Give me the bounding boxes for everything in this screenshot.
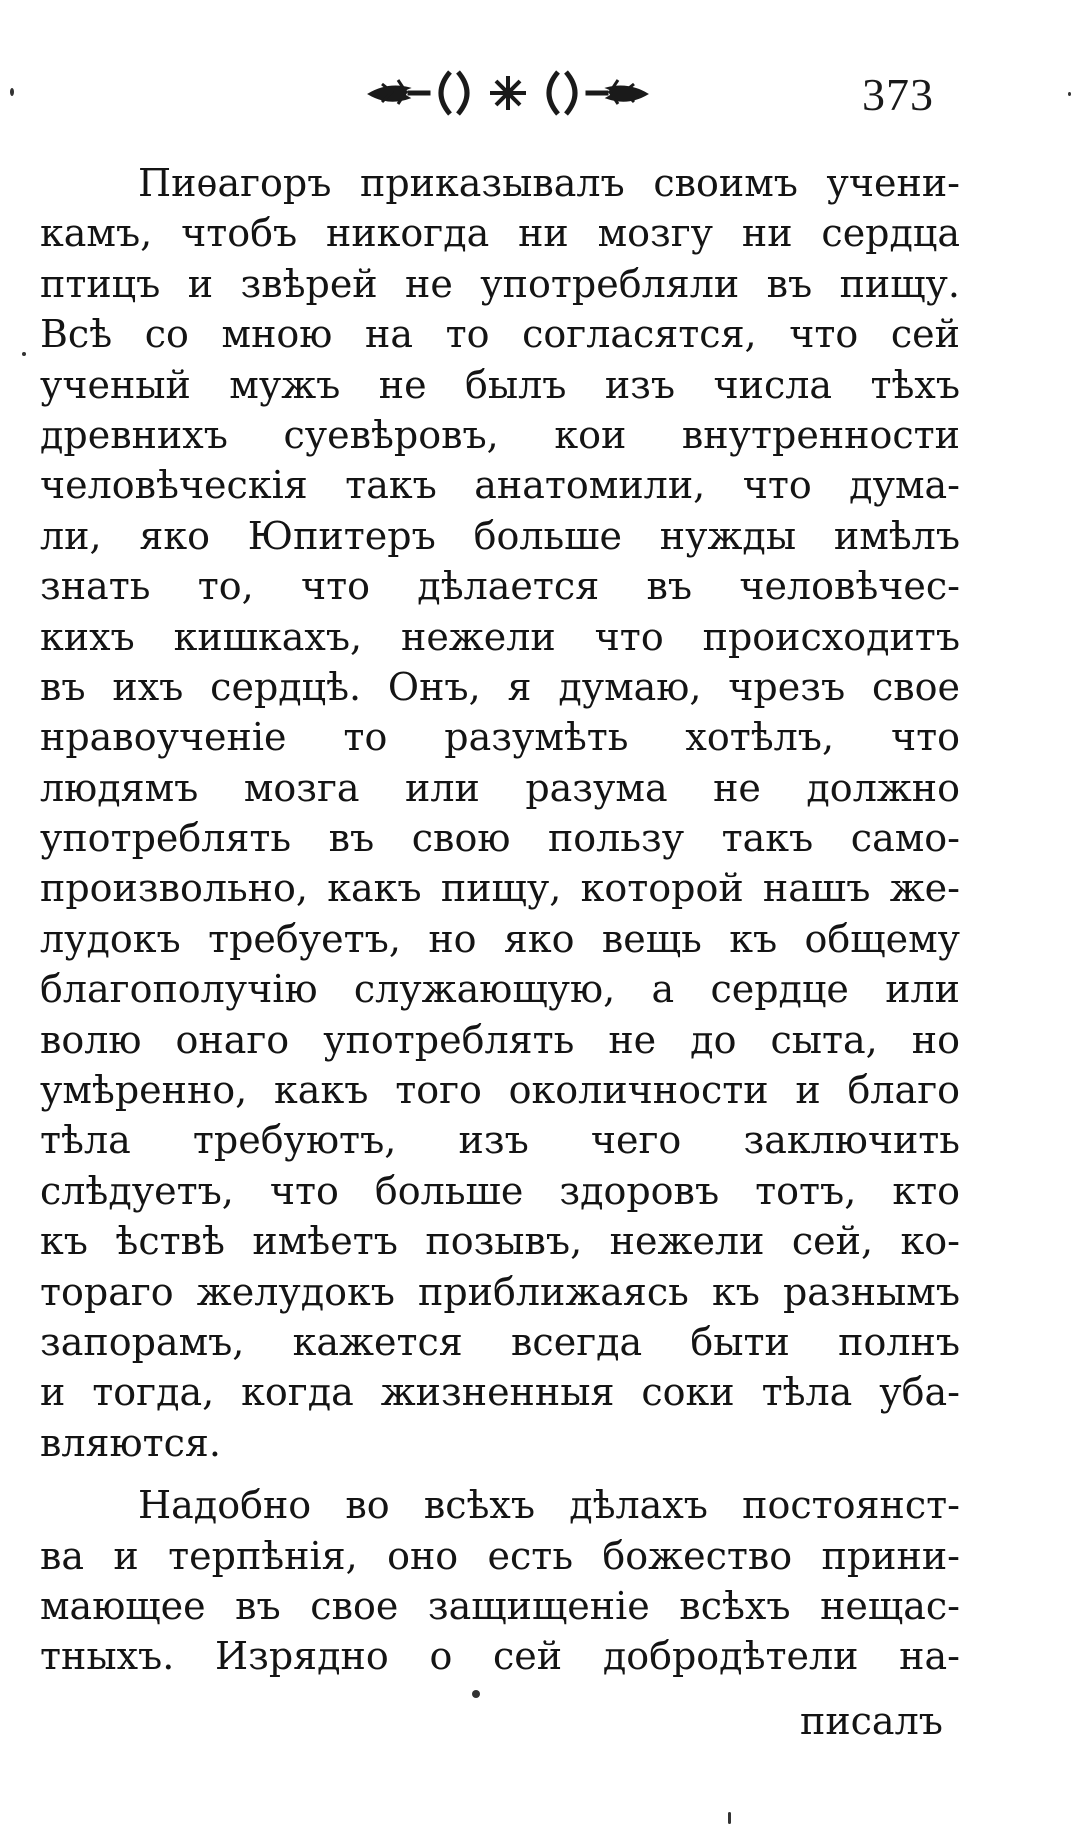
body-text: [40, 158, 960, 1682]
text-line: Пиѳагоръ приказывалъ своимъ учени-: [138, 161, 960, 205]
text-line: умѣренно, какъ того околичности и благо: [40, 1068, 960, 1113]
text-line: волю онаго употреблять не до сыта, но: [40, 1017, 960, 1062]
scan-speck: [10, 88, 14, 96]
text-line: запорамъ, кажется всегда быти полнъ: [40, 1319, 960, 1364]
text-line: къ ѣствѣ имѣетъ позывъ, нежели сей, ко-: [40, 1219, 960, 1264]
text-line: вляются.: [40, 1420, 221, 1465]
text-line: ва и терпѣнія, оно есть божество прини-: [40, 1533, 960, 1578]
text-line: произвольно, какъ пищу, которой нашъ же-: [40, 866, 960, 911]
text-line: и тогда, когда жизненныя соки тѣла уба-: [40, 1370, 960, 1415]
text-line: лудокъ требуетъ, но яко вещь къ общему: [40, 916, 960, 961]
text-line: Всѣ со мною на то согласятся, что сей: [40, 312, 960, 357]
text-line: ли, яко Юпитеръ больше нужды имѣлъ: [40, 513, 960, 558]
page-number: 373: [862, 69, 934, 120]
scan-speck: [22, 352, 26, 356]
scan-speck: [472, 1690, 480, 1698]
paragraph-1: [40, 158, 960, 1468]
text-line: знать то, что дѣлается въ человѣчес-: [40, 564, 960, 609]
catchword: писалъ: [800, 1699, 943, 1743]
text-line: людямъ мозга или разума не должно: [40, 765, 960, 810]
scan-speck: [728, 1812, 731, 1824]
text-line: птицъ и звѣрей не употребляли въ пищу.: [40, 261, 960, 306]
text-line: слѣдуетъ, что больше здоровъ тотъ, кто: [40, 1168, 960, 1213]
printers-ornament: [358, 68, 658, 118]
scan-speck: [1068, 92, 1071, 96]
text-line: тораго желудокъ приближаясь къ разнымъ: [40, 1269, 960, 1314]
text-line: кихъ кишкахъ, нежели что происходитъ: [40, 614, 960, 659]
paragraph-2: [40, 1480, 960, 1682]
text-line: древнихъ суевѣровъ, кои внутренности: [40, 412, 960, 457]
text-line: тѣла требуютъ, изъ чего заключить: [40, 1118, 960, 1163]
paragraph-gap: [40, 1468, 960, 1480]
text-line: человѣческія такъ анатомили, что дума-: [40, 463, 960, 508]
text-line: тныхъ. Изрядно о сей добродѣтели на-: [40, 1634, 960, 1679]
text-line: употреблять въ свою пользу такъ само-: [40, 816, 960, 861]
text-line: мающее въ свое защищеніе всѣхъ нещас-: [40, 1583, 960, 1628]
page-header: [0, 62, 1087, 132]
text-line: Надобно во всѣхъ дѣлахъ постоянст-: [138, 1483, 960, 1528]
text-line: нравоученіе то разумѣть хотѣлъ, что: [40, 715, 960, 760]
text-line: благополучію служающую, а сердце или: [40, 967, 960, 1012]
text-line: въ ихъ сердцѣ. Онъ, я думаю, чрезъ свое: [40, 664, 960, 709]
text-line: ученый мужъ не былъ изъ числа тѣхъ: [40, 362, 960, 407]
text-line: камъ, чтобъ никогда ни мозгу ни сердца: [40, 211, 960, 256]
